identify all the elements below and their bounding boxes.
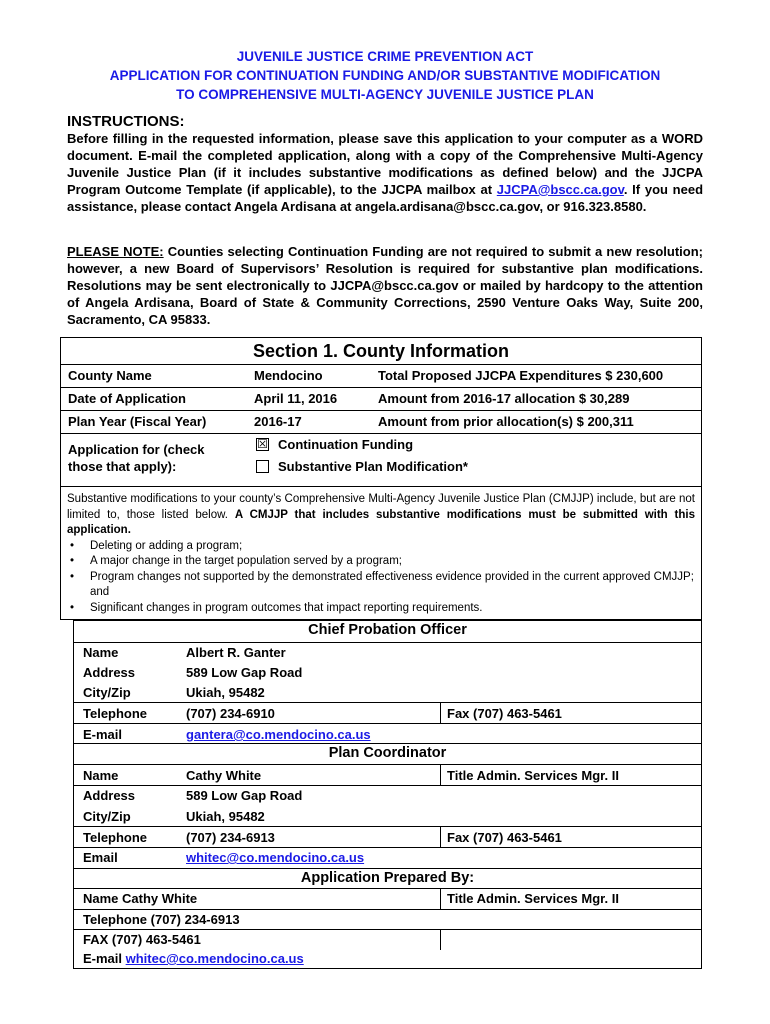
cmjjp-description	[67, 492, 695, 539]
row-divider	[61, 410, 701, 411]
row-divider	[73, 826, 702, 827]
row-divider	[73, 888, 702, 889]
continuation-funding-label: Continuation Funding	[278, 437, 414, 452]
application-for-label	[68, 441, 205, 475]
row-divider	[73, 764, 702, 765]
row-divider	[73, 909, 702, 910]
header-line-1: JUVENILE JUSTICE CRIME PREVENTION ACT	[236, 49, 534, 64]
column-divider	[440, 702, 441, 723]
coordinator-address-label: Address	[83, 788, 136, 803]
total-expenditures[interactable]: Total Proposed JJCPA Expenditures $ 230,600	[378, 368, 664, 383]
contacts-table	[73, 620, 702, 969]
list-item: • A major change in the target population served by a program;	[67, 554, 695, 570]
row-divider	[73, 620, 702, 621]
column-divider	[440, 929, 441, 950]
column-divider	[440, 888, 441, 909]
continuation-funding-checkbox[interactable]: ☒	[257, 437, 268, 451]
please-note-paragraph	[67, 243, 703, 328]
cmjjp-text: Substantive modifications to your county’s Comprehensive Multi-Agency Juvenile Justice Plan (CMJJP) include, but are not limited to, those listed below.	[67, 493, 695, 521]
officer-address-label: Address	[83, 665, 136, 680]
officer-address[interactable]: 589 Low Gap Road	[186, 665, 303, 680]
header-line-2: APPLICATION FOR CONTINUATION FUNDING AND/OR SUBSTANTIVE MODIFICATION	[109, 68, 661, 83]
table-left-border	[73, 620, 74, 969]
list-item: • Deleting or adding a program;	[67, 539, 695, 555]
officer-name-label: Name	[83, 645, 119, 660]
please-note-label: PLEASE NOTE:	[67, 244, 164, 259]
coordinator-fax[interactable]: Fax (707) 463-5461	[447, 830, 562, 845]
coordinator-email-link[interactable]: whitec@co.mendocino.ca.us	[186, 850, 365, 865]
officer-cityzip-label: City/Zip	[83, 685, 131, 700]
coordinator-phone[interactable]: (707) 234-6913	[186, 830, 275, 845]
coordinator-cityzip-label: City/Zip	[83, 809, 131, 824]
coordinator-address[interactable]: 589 Low Gap Road	[186, 788, 303, 803]
plan-year-value[interactable]: 2016-17	[254, 414, 302, 429]
document-header	[0, 47, 770, 104]
coordinator-title: Plan Coordinator	[328, 745, 447, 761]
section1-title: Section 1. County Information	[252, 341, 509, 361]
row-divider	[73, 868, 702, 869]
preparer-email-row	[83, 951, 304, 966]
county-name-label: County Name	[68, 368, 152, 383]
jjcpa-mailbox-link[interactable]: JJCPA@bscc.ca.gov	[496, 182, 624, 197]
officer-title: Chief Probation Officer	[308, 622, 467, 638]
instructions-text-a: Before filling in the requested information, please save this application to your computer as a WORD document. E-mail the completed application, along with a copy of the Comprehensive Multi-Agency Juvenile Justice Plan (if it includes substantive modifications as defined below) and the JJCPA Program Outcome Template (if applicable), to the JJCPA mailbox at	[67, 131, 703, 197]
officer-name[interactable]: Albert R. Ganter	[186, 645, 286, 660]
instructions-heading: INSTRUCTIONS:	[67, 113, 185, 130]
preparer-email-label: E-mail	[83, 951, 126, 966]
officer-email-link[interactable]: gantera@co.mendocino.ca.us	[186, 727, 371, 742]
prior-allocation-amount[interactable]: Amount from prior allocation(s) $ 200,311	[378, 414, 634, 429]
allocation-amount[interactable]: Amount from 2016-17 allocation $ 30,289	[378, 391, 630, 406]
please-note-text: Counties selecting Continuation Funding are not required to submit a new resolution; however, a new Board of Supervisors’ Resolution is required for substantive plan modifications. Resolutions may be sent electronically to JJCPA@bscc.ca.gov or mailed by hardcopy to the attention of Angela Ardisana, Board of State & Community Corrections, 2590 Venture Oaks Way, Suite 200, Sacramento, CA 95833.	[67, 244, 703, 327]
table-right-border	[701, 620, 702, 969]
coordinator-phone-label: Telephone	[83, 830, 148, 845]
preparer-role[interactable]: Title Admin. Services Mgr. II	[447, 891, 619, 906]
row-divider	[61, 387, 701, 388]
list-item: • Program changes not supported by the demonstrated effectiveness evidence provided in the current approved CMJJP; and	[67, 570, 695, 601]
plan-year-label: Plan Year (Fiscal Year)	[68, 414, 207, 429]
preparer-phone[interactable]: Telephone (707) 234-6913	[83, 912, 240, 927]
officer-email-label: E-mail	[83, 727, 123, 742]
coordinator-name-label: Name	[83, 768, 119, 783]
substantive-modification-checkbox[interactable]	[256, 460, 269, 473]
instructions-paragraph	[67, 130, 703, 215]
officer-fax[interactable]: Fax (707) 463-5461	[447, 706, 562, 721]
row-divider	[73, 642, 702, 643]
date-label: Date of Application	[68, 391, 186, 406]
row-divider	[73, 723, 702, 724]
application-for-label-line2: those that apply):	[68, 459, 177, 474]
cmjjp-bold-text: A CMJJP that includes substantive modifications must be submitted with this application.	[67, 508, 695, 536]
row-divider	[73, 702, 702, 703]
modification-list	[67, 539, 695, 617]
row-divider	[73, 968, 702, 969]
date-value[interactable]: April 11, 2016	[254, 391, 338, 406]
substantive-modification-label: Substantive Plan Modification*	[278, 459, 468, 474]
officer-cityzip[interactable]: Ukiah, 95482	[186, 685, 265, 700]
preparer-title: Application Prepared By:	[300, 870, 475, 886]
row-divider	[61, 433, 701, 434]
column-divider	[440, 764, 441, 785]
row-divider	[73, 743, 702, 744]
preparer-email-link[interactable]: whitec@co.mendocino.ca.us	[125, 951, 304, 966]
officer-phone-label: Telephone	[83, 706, 148, 721]
column-divider	[440, 826, 441, 847]
preparer-name[interactable]: Name Cathy White	[83, 891, 198, 906]
row-divider	[73, 929, 702, 930]
coordinator-name[interactable]: Cathy White	[186, 768, 262, 783]
county-name-value[interactable]: Mendocino	[254, 368, 323, 383]
list-item: • Significant changes in program outcomes that impact reporting requirements.	[67, 601, 695, 617]
coordinator-cityzip[interactable]: Ukiah, 95482	[186, 809, 265, 824]
coordinator-email-label: Email	[83, 850, 118, 865]
header-line-3: TO COMPREHENSIVE MULTI-AGENCY JUVENILE JUSTICE PLAN	[176, 87, 594, 102]
officer-phone[interactable]: (707) 234-6910	[186, 706, 275, 721]
row-divider	[73, 785, 702, 786]
coordinator-role[interactable]: Title Admin. Services Mgr. II	[447, 768, 619, 783]
preparer-fax[interactable]: FAX (707) 463-5461	[83, 932, 201, 947]
application-for-label-line1: Application for (check	[68, 442, 205, 457]
instructions-text-b: . If you need assistance, please contact Angela Ardisana at angela.ardisana@bscc.ca.gov, or 916.323.8580.	[67, 182, 704, 214]
cmjjp-note	[67, 492, 695, 616]
row-divider	[73, 847, 702, 848]
row-divider	[61, 364, 701, 365]
row-divider	[61, 486, 701, 487]
